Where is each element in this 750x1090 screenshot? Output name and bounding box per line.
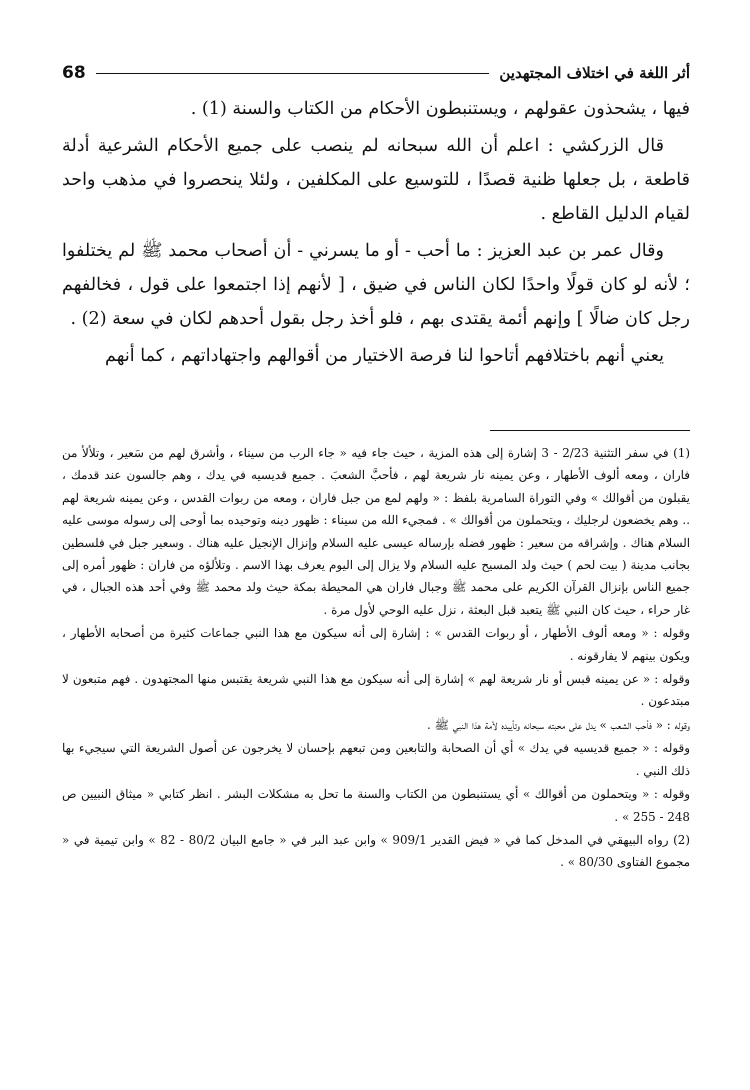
footnote-1-note-b: وقوله : « عن يمينه قبس أو نار شريعة لهم » إشارة إلى أنه سيكون مع هذا النبي شريعة يقتبس منها المجتهدون . فهم متبعون لا مبتدعون . (62, 672, 690, 709)
footnote-1: (1) في سفر التثنية 2/23 - 3 إشارة إلى هذه المزية ، حيث جاء فيه « جاء الرب من سيناء ، وأشرق لهم من سَعير ، وتلألأ من فاران ، ومعه ألوف الأطهار ، وعن يمينه نار شريعة لهم ، فأحبَّ الشعبَ . جميع قديسيه في يدك ، وهم جالسون عند قدمك ، يقبلون من أقوالك » وفي التوراة السامرية بلفظ : « ولهم لمع من جبل فاران ، ومعه من ربوات القدس ، وعن يمينه شريعة لهم .. وهم يخضعون لرجليك ، ويتحملون من أقوالك » . فمجيء الله من سيناء : ظهور دينه وتوحيده بما أوحى إلى رسوله موسى عليه السلام هناك . وإشراقه من سعير : ظهور فضله بإرساله عيسى عليه السلام وإنزال الإنجيل عليه هناك . وسعير جبل في فلسطين بجانب مدينة ( بيت لحم ) حيث ولد المسيح عليه السلام ولا يزال إلى اليوم يعرف بهذا الاسم . وتلألؤه من فاران : ظهور أمره إلى جميع الناس بإنزال القرآن الكريم على محمد ﷺ وجبال فاران هي المحيطة بمكة حيث ولد محمد ﷺ وفي أحد هذه الجبال ، في غار حراء ، حيث كان النبي ﷺ يتعبد قبل البعثة ، نزل عليه الوحي لأول مرة . (62, 446, 690, 617)
page-number: 68 (62, 63, 86, 83)
paragraph-umar-ibn-abd-al-aziz: وقال عمر بن عبد العزيز : ما أحب - أو ما يسرني - أن أصحاب محمد ﷺ لم يختلفوا ؛ لأنه لو كان قولًا واحدًا لكان الناس في ضيق ، [ لأنهم إذا اجتمعوا على قول ، فخالفهم رجل كان ضالًا ] وإنهم أئمة يقتدى بهم ، فلو أخذ رجل بقول أحدهم لكان في سعة (2) . (62, 241, 690, 329)
running-title: أثر اللغة في اختلاف المجتهدين (499, 64, 690, 82)
footnote-1-note-d: وقوله : « جميع قديسيه في يدك » أي أن الصحابة والتابعين ومن تبعهم بإحسان لا يخرجون عن أصول الشريعة التي سيجيء بها ذلك النبي . (62, 741, 690, 778)
header-rule (96, 73, 490, 74)
footnotes (62, 442, 690, 874)
footnote-2: (2) رواه البيهقي في المدخل كما في « فيض القدير 909/1 » وابن عبد البر في « جامع البيان 80/2 - 82 » وابن تيمية في « مجموع الفتاوى 80/30 » . (62, 832, 690, 870)
footnote-separator (490, 430, 690, 431)
paragraph-zarkashi: قال الزركشي : اعلم أن الله سبحانه لم ينصب على جميع الأحكام الشرعية أدلة قاطعة ، بل جعلها ظنية قصدًا ، للتوسيع على المكلفين ، ولئلا ينحصروا في مذهب واحد لقيام الدليل القاطع . (62, 136, 690, 224)
paragraph-continuation: فيها ، يشحذون عقولهم ، ويستنبطون الأحكام من الكتاب والسنة (1) . (190, 99, 690, 119)
main-text (62, 92, 690, 373)
footnote-1-note-c: وقوله : « فأحب الشعب » يدل على محبته سبحانه وتأييده لأمة هذا النبي ﷺ . (427, 717, 690, 732)
paragraph-explanation: يعني أنهم باختلافهم أتاحوا لنا فرصة الاختيار من أقوالهم واجتهاداتهم ، كما أنهم (105, 346, 664, 366)
footnote-1-note-e: وقوله : « ويتحملون من أقوالك » أي يستنبطون من الكتاب والسنة ما تحل به مشكلات البشر . انظر كتابي « ميثاق النبيين ص 248 - 255 » . (62, 787, 690, 824)
page-header (62, 58, 690, 88)
footnote-1-note-a: وقوله : « ومعه ألوف الأطهار ، أو ربوات القدس » : إشارة إلى أنه سيكون مع هذا النبي جماعات كثيرة من أصحابه الأطهار ، ويكون بينهم لا يفارقونه . (62, 626, 690, 663)
